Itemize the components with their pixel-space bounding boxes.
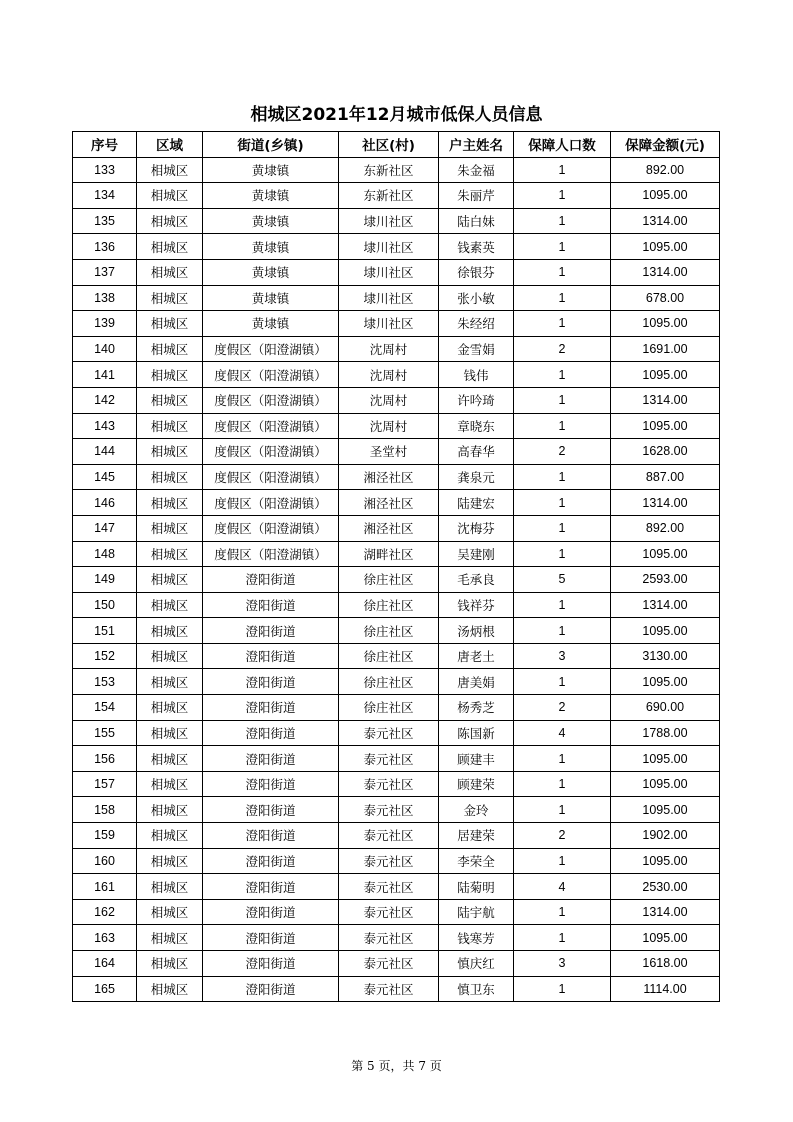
- district-cell: 相城区: [137, 439, 203, 465]
- amount-cell: 887.00: [611, 464, 720, 490]
- district-cell: 相城区: [137, 515, 203, 541]
- community-cell: 泰元社区: [339, 797, 439, 823]
- householder-cell: 顾建荣: [439, 771, 514, 797]
- district-cell: 相城区: [137, 259, 203, 285]
- amount-cell: 1314.00: [611, 259, 720, 285]
- district-cell: 相城区: [137, 823, 203, 849]
- district-cell: 相城区: [137, 362, 203, 388]
- community-cell: 泰元社区: [339, 848, 439, 874]
- householder-cell: 钱素英: [439, 234, 514, 260]
- serial-cell: 153: [73, 669, 137, 695]
- amount-cell: 1628.00: [611, 439, 720, 465]
- people-count-cell: 1: [514, 541, 611, 567]
- column-header-serial: 序号: [73, 132, 137, 158]
- amount-cell: 2530.00: [611, 874, 720, 900]
- street-cell: 黄埭镇: [203, 183, 339, 209]
- community-cell: 湖畔社区: [339, 541, 439, 567]
- serial-cell: 147: [73, 515, 137, 541]
- community-cell: 湘泾社区: [339, 490, 439, 516]
- amount-cell: 3130.00: [611, 643, 720, 669]
- community-cell: 湘泾社区: [339, 464, 439, 490]
- people-count-cell: 4: [514, 874, 611, 900]
- street-cell: 澄阳街道: [203, 643, 339, 669]
- district-cell: 相城区: [137, 567, 203, 593]
- community-cell: 圣堂村: [339, 439, 439, 465]
- amount-cell: 1095.00: [611, 413, 720, 439]
- community-cell: 泰元社区: [339, 823, 439, 849]
- householder-cell: 李荣全: [439, 848, 514, 874]
- table-row: [73, 874, 720, 900]
- table-row: [73, 413, 720, 439]
- serial-cell: 151: [73, 618, 137, 644]
- householder-cell: 居建荣: [439, 823, 514, 849]
- householder-cell: 钱祥芬: [439, 592, 514, 618]
- street-cell: 澄阳街道: [203, 771, 339, 797]
- people-count-cell: 3: [514, 951, 611, 977]
- householder-cell: 唐老土: [439, 643, 514, 669]
- page-footer: 第 5 页，共 7 页: [351, 1059, 442, 1073]
- householder-cell: 慎卫东: [439, 976, 514, 1002]
- district-cell: 相城区: [137, 311, 203, 337]
- table-row: [73, 618, 720, 644]
- community-cell: 埭川社区: [339, 259, 439, 285]
- amount-cell: 1314.00: [611, 208, 720, 234]
- serial-cell: 150: [73, 592, 137, 618]
- serial-cell: 142: [73, 387, 137, 413]
- people-count-cell: 3: [514, 643, 611, 669]
- district-cell: 相城区: [137, 464, 203, 490]
- people-count-cell: 1: [514, 285, 611, 311]
- people-count-cell: 1: [514, 746, 611, 772]
- serial-cell: 160: [73, 848, 137, 874]
- street-cell: 澄阳街道: [203, 925, 339, 951]
- district-cell: 相城区: [137, 387, 203, 413]
- column-header-community: 社区(村): [339, 132, 439, 158]
- table-row: [73, 925, 720, 951]
- householder-cell: 顾建丰: [439, 746, 514, 772]
- people-count-cell: 1: [514, 976, 611, 1002]
- district-cell: 相城区: [137, 695, 203, 721]
- amount-cell: 1095.00: [611, 183, 720, 209]
- table-row: [73, 541, 720, 567]
- serial-cell: 162: [73, 899, 137, 925]
- serial-cell: 164: [73, 951, 137, 977]
- serial-cell: 157: [73, 771, 137, 797]
- people-count-cell: 1: [514, 618, 611, 644]
- amount-cell: 1314.00: [611, 592, 720, 618]
- amount-cell: 1095.00: [611, 618, 720, 644]
- community-cell: 埭川社区: [339, 208, 439, 234]
- people-count-cell: 1: [514, 771, 611, 797]
- amount-cell: 1788.00: [611, 720, 720, 746]
- serial-cell: 136: [73, 234, 137, 260]
- district-cell: 相城区: [137, 925, 203, 951]
- district-cell: 相城区: [137, 899, 203, 925]
- street-cell: 澄阳街道: [203, 797, 339, 823]
- amount-cell: 1095.00: [611, 746, 720, 772]
- serial-cell: 161: [73, 874, 137, 900]
- serial-cell: 134: [73, 183, 137, 209]
- table-row: [73, 157, 720, 183]
- community-cell: 泰元社区: [339, 976, 439, 1002]
- people-count-cell: 1: [514, 259, 611, 285]
- district-cell: 相城区: [137, 746, 203, 772]
- community-cell: 东新社区: [339, 183, 439, 209]
- people-count-cell: 1: [514, 183, 611, 209]
- table-row: [73, 515, 720, 541]
- street-cell: 澄阳街道: [203, 618, 339, 644]
- people-count-cell: 2: [514, 439, 611, 465]
- amount-cell: 1095.00: [611, 925, 720, 951]
- householder-cell: 钱伟: [439, 362, 514, 388]
- community-cell: 徐庄社区: [339, 695, 439, 721]
- people-count-cell: 1: [514, 234, 611, 260]
- householder-cell: 沈梅芬: [439, 515, 514, 541]
- householder-cell: 金玲: [439, 797, 514, 823]
- serial-cell: 165: [73, 976, 137, 1002]
- community-cell: 湘泾社区: [339, 515, 439, 541]
- table-row: [73, 439, 720, 465]
- table-row: [73, 336, 720, 362]
- community-cell: 沈周村: [339, 387, 439, 413]
- street-cell: 黄埭镇: [203, 157, 339, 183]
- householder-cell: 徐银芬: [439, 259, 514, 285]
- amount-cell: 1095.00: [611, 311, 720, 337]
- amount-cell: 1618.00: [611, 951, 720, 977]
- community-cell: 埭川社区: [339, 311, 439, 337]
- table-row: [73, 976, 720, 1002]
- street-cell: 黄埭镇: [203, 285, 339, 311]
- street-cell: 澄阳街道: [203, 976, 339, 1002]
- district-cell: 相城区: [137, 413, 203, 439]
- serial-cell: 141: [73, 362, 137, 388]
- householder-cell: 陆建宏: [439, 490, 514, 516]
- amount-cell: 1314.00: [611, 899, 720, 925]
- householder-cell: 朱金福: [439, 157, 514, 183]
- householder-cell: 唐美娟: [439, 669, 514, 695]
- householder-cell: 金雪娟: [439, 336, 514, 362]
- community-cell: 徐庄社区: [339, 669, 439, 695]
- table-header-row: [73, 132, 720, 158]
- table-row: [73, 848, 720, 874]
- serial-cell: 133: [73, 157, 137, 183]
- amount-cell: 1902.00: [611, 823, 720, 849]
- amount-cell: 1095.00: [611, 848, 720, 874]
- serial-cell: 139: [73, 311, 137, 337]
- householder-cell: 朱经绍: [439, 311, 514, 337]
- community-cell: 泰元社区: [339, 771, 439, 797]
- householder-cell: 杨秀芝: [439, 695, 514, 721]
- people-count-cell: 1: [514, 157, 611, 183]
- street-cell: 度假区（阳澄湖镇）: [203, 464, 339, 490]
- table-row: [73, 567, 720, 593]
- amount-cell: 1095.00: [611, 771, 720, 797]
- amount-cell: 1314.00: [611, 490, 720, 516]
- people-count-cell: 1: [514, 387, 611, 413]
- district-cell: 相城区: [137, 643, 203, 669]
- serial-cell: 152: [73, 643, 137, 669]
- community-cell: 泰元社区: [339, 899, 439, 925]
- street-cell: 度假区（阳澄湖镇）: [203, 439, 339, 465]
- district-cell: 相城区: [137, 669, 203, 695]
- street-cell: 澄阳街道: [203, 592, 339, 618]
- table-row: [73, 464, 720, 490]
- serial-cell: 163: [73, 925, 137, 951]
- community-cell: 沈周村: [339, 362, 439, 388]
- table-row: [73, 746, 720, 772]
- serial-cell: 137: [73, 259, 137, 285]
- community-cell: 泰元社区: [339, 925, 439, 951]
- district-cell: 相城区: [137, 234, 203, 260]
- column-header-district: 区域: [137, 132, 203, 158]
- people-count-cell: 1: [514, 515, 611, 541]
- district-cell: 相城区: [137, 771, 203, 797]
- householder-cell: 张小敏: [439, 285, 514, 311]
- serial-cell: 148: [73, 541, 137, 567]
- district-cell: 相城区: [137, 336, 203, 362]
- street-cell: 澄阳街道: [203, 720, 339, 746]
- serial-cell: 146: [73, 490, 137, 516]
- table-row: [73, 387, 720, 413]
- people-count-cell: 1: [514, 669, 611, 695]
- street-cell: 澄阳街道: [203, 695, 339, 721]
- district-cell: 相城区: [137, 874, 203, 900]
- page-title: 相城区2021年12月城市低保人员信息: [250, 105, 543, 125]
- serial-cell: 143: [73, 413, 137, 439]
- people-count-cell: 1: [514, 848, 611, 874]
- householder-cell: 吴建刚: [439, 541, 514, 567]
- table-row: [73, 720, 720, 746]
- amount-cell: 690.00: [611, 695, 720, 721]
- district-cell: 相城区: [137, 848, 203, 874]
- street-cell: 澄阳街道: [203, 823, 339, 849]
- amount-cell: 1095.00: [611, 234, 720, 260]
- community-cell: 泰元社区: [339, 951, 439, 977]
- amount-cell: 2593.00: [611, 567, 720, 593]
- district-cell: 相城区: [137, 592, 203, 618]
- people-count-cell: 1: [514, 797, 611, 823]
- community-cell: 沈周村: [339, 413, 439, 439]
- householder-cell: 陆菊明: [439, 874, 514, 900]
- serial-cell: 156: [73, 746, 137, 772]
- street-cell: 澄阳街道: [203, 567, 339, 593]
- householder-cell: 汤炳根: [439, 618, 514, 644]
- householder-cell: 陆宇航: [439, 899, 514, 925]
- serial-cell: 149: [73, 567, 137, 593]
- community-cell: 徐庄社区: [339, 618, 439, 644]
- people-count-cell: 1: [514, 592, 611, 618]
- people-count-cell: 4: [514, 720, 611, 746]
- street-cell: 度假区（阳澄湖镇）: [203, 336, 339, 362]
- serial-cell: 159: [73, 823, 137, 849]
- table-row: [73, 183, 720, 209]
- table-row: [73, 234, 720, 260]
- district-cell: 相城区: [137, 720, 203, 746]
- table-row: [73, 208, 720, 234]
- street-cell: 澄阳街道: [203, 951, 339, 977]
- district-cell: 相城区: [137, 618, 203, 644]
- table-row: [73, 951, 720, 977]
- table-row: [73, 311, 720, 337]
- people-count-cell: 2: [514, 336, 611, 362]
- street-cell: 澄阳街道: [203, 874, 339, 900]
- householder-cell: 陆白妹: [439, 208, 514, 234]
- column-header-householder: 户主姓名: [439, 132, 514, 158]
- table-row: [73, 695, 720, 721]
- street-cell: 澄阳街道: [203, 746, 339, 772]
- serial-cell: 145: [73, 464, 137, 490]
- street-cell: 度假区（阳澄湖镇）: [203, 413, 339, 439]
- street-cell: 度假区（阳澄湖镇）: [203, 490, 339, 516]
- street-cell: 度假区（阳澄湖镇）: [203, 541, 339, 567]
- table-row: [73, 643, 720, 669]
- serial-cell: 158: [73, 797, 137, 823]
- column-header-amount: 保障金额(元): [611, 132, 720, 158]
- amount-cell: 1314.00: [611, 387, 720, 413]
- serial-cell: 144: [73, 439, 137, 465]
- people-count-cell: 1: [514, 208, 611, 234]
- amount-cell: 1691.00: [611, 336, 720, 362]
- table-row: [73, 899, 720, 925]
- people-count-cell: 1: [514, 925, 611, 951]
- district-cell: 相城区: [137, 490, 203, 516]
- amount-cell: 1095.00: [611, 669, 720, 695]
- street-cell: 度假区（阳澄湖镇）: [203, 362, 339, 388]
- column-header-street: 街道(乡镇): [203, 132, 339, 158]
- householder-cell: 龚泉元: [439, 464, 514, 490]
- amount-cell: 1114.00: [611, 976, 720, 1002]
- community-cell: 埭川社区: [339, 285, 439, 311]
- amount-cell: 678.00: [611, 285, 720, 311]
- low-income-table: [72, 131, 720, 1002]
- community-cell: 泰元社区: [339, 720, 439, 746]
- amount-cell: 892.00: [611, 515, 720, 541]
- householder-cell: 高春华: [439, 439, 514, 465]
- street-cell: 澄阳街道: [203, 899, 339, 925]
- people-count-cell: 1: [514, 490, 611, 516]
- table-row: [73, 490, 720, 516]
- street-cell: 澄阳街道: [203, 669, 339, 695]
- street-cell: 黄埭镇: [203, 208, 339, 234]
- serial-cell: 135: [73, 208, 137, 234]
- district-cell: 相城区: [137, 797, 203, 823]
- people-count-cell: 5: [514, 567, 611, 593]
- street-cell: 黄埭镇: [203, 311, 339, 337]
- people-count-cell: 2: [514, 823, 611, 849]
- street-cell: 黄埭镇: [203, 234, 339, 260]
- people-count-cell: 1: [514, 311, 611, 337]
- community-cell: 埭川社区: [339, 234, 439, 260]
- community-cell: 沈周村: [339, 336, 439, 362]
- people-count-cell: 1: [514, 362, 611, 388]
- street-cell: 黄埭镇: [203, 259, 339, 285]
- householder-cell: 钱寒芳: [439, 925, 514, 951]
- table-body: [73, 157, 720, 1002]
- table-row: [73, 285, 720, 311]
- serial-cell: 138: [73, 285, 137, 311]
- people-count-cell: 1: [514, 464, 611, 490]
- people-count-cell: 1: [514, 413, 611, 439]
- serial-cell: 154: [73, 695, 137, 721]
- district-cell: 相城区: [137, 976, 203, 1002]
- table-row: [73, 592, 720, 618]
- amount-cell: 1095.00: [611, 362, 720, 388]
- amount-cell: 1095.00: [611, 541, 720, 567]
- community-cell: 徐庄社区: [339, 643, 439, 669]
- householder-cell: 朱丽芹: [439, 183, 514, 209]
- serial-cell: 140: [73, 336, 137, 362]
- community-cell: 东新社区: [339, 157, 439, 183]
- district-cell: 相城区: [137, 208, 203, 234]
- table-row: [73, 669, 720, 695]
- serial-cell: 155: [73, 720, 137, 746]
- community-cell: 徐庄社区: [339, 592, 439, 618]
- people-count-cell: 2: [514, 695, 611, 721]
- street-cell: 澄阳街道: [203, 848, 339, 874]
- householder-cell: 陈国新: [439, 720, 514, 746]
- district-cell: 相城区: [137, 541, 203, 567]
- district-cell: 相城区: [137, 285, 203, 311]
- amount-cell: 892.00: [611, 157, 720, 183]
- column-header-people-count: 保障人口数: [514, 132, 611, 158]
- householder-cell: 慎庆红: [439, 951, 514, 977]
- householder-cell: 章晓东: [439, 413, 514, 439]
- district-cell: 相城区: [137, 157, 203, 183]
- householder-cell: 许吟琦: [439, 387, 514, 413]
- table-row: [73, 823, 720, 849]
- amount-cell: 1095.00: [611, 797, 720, 823]
- table-row: [73, 797, 720, 823]
- district-cell: 相城区: [137, 951, 203, 977]
- householder-cell: 毛承良: [439, 567, 514, 593]
- community-cell: 泰元社区: [339, 874, 439, 900]
- community-cell: 徐庄社区: [339, 567, 439, 593]
- table-row: [73, 259, 720, 285]
- street-cell: 度假区（阳澄湖镇）: [203, 387, 339, 413]
- people-count-cell: 1: [514, 899, 611, 925]
- table-row: [73, 362, 720, 388]
- community-cell: 泰元社区: [339, 746, 439, 772]
- street-cell: 度假区（阳澄湖镇）: [203, 515, 339, 541]
- district-cell: 相城区: [137, 183, 203, 209]
- table-row: [73, 771, 720, 797]
